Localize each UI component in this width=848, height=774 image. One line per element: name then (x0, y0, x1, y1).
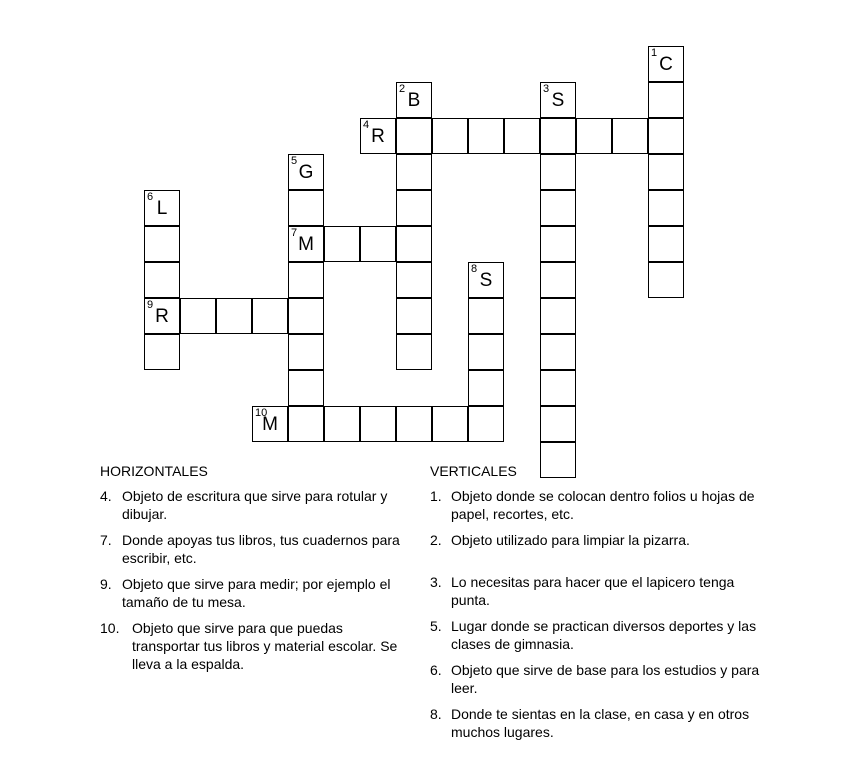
crossword-cell-start-6[interactable] (144, 190, 180, 226)
crossword-cell[interactable] (540, 406, 576, 442)
crossword-cell[interactable] (288, 298, 324, 334)
crossword-cell[interactable] (180, 298, 216, 334)
cell-letter: B (407, 90, 421, 111)
clue-v-2 (430, 531, 760, 549)
cell-number: 10 (255, 407, 268, 419)
crossword-cell[interactable] (144, 262, 180, 298)
crossword-cell-start-1[interactable] (648, 46, 684, 82)
clue-v-5 (430, 617, 760, 653)
clue-text: Donde apoyas tus libros, tus cuadernos para escribir, etc. (122, 532, 400, 566)
crossword-cell[interactable] (144, 226, 180, 262)
vertical-heading: VERTICALES (430, 463, 517, 479)
cell-number: 3 (543, 83, 550, 95)
crossword-cell[interactable] (648, 190, 684, 226)
crossword-cell[interactable] (648, 262, 684, 298)
crossword-cell[interactable] (540, 370, 576, 406)
cell-number: 8 (471, 263, 478, 275)
crossword-cell[interactable] (540, 298, 576, 334)
crossword-cell[interactable] (540, 118, 576, 154)
cell-number: 7 (291, 227, 298, 239)
cell-number: 5 (291, 155, 298, 167)
crossword-cell[interactable] (648, 226, 684, 262)
clue-number: 1. (430, 488, 442, 504)
clue-v-6 (430, 661, 760, 697)
cell-number: 1 (651, 47, 658, 59)
crossword-cell[interactable] (468, 118, 504, 154)
crossword-cell-start-2[interactable] (396, 82, 432, 118)
cell-number: 2 (399, 83, 406, 95)
crossword-cell-start-9[interactable] (144, 298, 180, 334)
crossword-cell[interactable] (396, 298, 432, 334)
crossword-cell-start-10[interactable] (252, 406, 288, 442)
crossword-cell[interactable] (288, 262, 324, 298)
clue-number: 4. (100, 488, 112, 504)
crossword-cell[interactable] (144, 334, 180, 370)
clue-text: Objeto que sirve para medir; por ejemplo el tamaño de tu mesa. (122, 576, 391, 610)
clue-number: 10. (100, 620, 120, 636)
crossword-cell-start-7[interactable] (288, 226, 324, 262)
cell-letter: S (551, 90, 565, 111)
cell-letter: S (479, 270, 493, 291)
crossword-cell-start-4[interactable] (360, 118, 396, 154)
clue-text: Donde te sientas en la clase, en casa y en otros muchos lugares. (451, 706, 750, 740)
crossword-cell[interactable] (396, 262, 432, 298)
cell-number: 6 (147, 191, 154, 203)
clue-text: Objeto utilizado para limpiar la pizarra. (451, 532, 690, 548)
clue-number: 6. (430, 662, 442, 678)
crossword-cell[interactable] (468, 298, 504, 334)
crossword-cell[interactable] (396, 154, 432, 190)
crossword-cell[interactable] (540, 226, 576, 262)
crossword-cell-start-3[interactable] (540, 82, 576, 118)
crossword-cell[interactable] (324, 406, 360, 442)
clue-number: 9. (100, 576, 112, 592)
crossword-cell[interactable] (288, 334, 324, 370)
clue-text: Objeto que sirve de base para los estudios y para leer. (451, 662, 760, 696)
cell-letter: G (298, 162, 314, 183)
clue-v-3 (430, 573, 760, 609)
cell-letter: M (298, 234, 314, 255)
cell-letter: M (262, 414, 278, 435)
crossword-cell[interactable] (540, 154, 576, 190)
crossword-cell[interactable] (288, 406, 324, 442)
horizontal-clues (100, 462, 400, 681)
crossword-cell[interactable] (648, 118, 684, 154)
crossword-cell[interactable] (252, 298, 288, 334)
clue-v-8 (430, 705, 760, 741)
cell-number: 9 (147, 299, 154, 311)
cell-letter: R (371, 126, 385, 147)
crossword-cell[interactable] (396, 118, 432, 154)
crossword-cell[interactable] (504, 118, 540, 154)
crossword-cell[interactable] (396, 190, 432, 226)
crossword-cell[interactable] (468, 370, 504, 406)
cell-number: 4 (363, 119, 370, 131)
crossword-cell[interactable] (468, 406, 504, 442)
clue-number: 3. (430, 574, 442, 590)
crossword-cell[interactable] (540, 190, 576, 226)
clue-v-1 (430, 487, 760, 523)
crossword-cell[interactable] (288, 370, 324, 406)
crossword-cell-start-8[interactable] (468, 262, 504, 298)
crossword-cell[interactable] (396, 226, 432, 262)
clue-text: Lo necesitas para hacer que el lapicero tenga punta. (451, 574, 735, 608)
cell-letter: R (155, 306, 169, 327)
horizontal-heading: HORIZONTALES (100, 463, 208, 479)
crossword-cell[interactable] (288, 190, 324, 226)
cell-letter: C (659, 54, 673, 75)
clue-text: Objeto donde se colocan dentro folios u hojas de papel, recortes, etc. (451, 488, 755, 522)
crossword-cell[interactable] (396, 334, 432, 370)
crossword-cell[interactable] (648, 82, 684, 118)
clue-text: Lugar donde se practican diversos deportes y las clases de gimnasia. (451, 618, 757, 652)
clue-h-9 (100, 575, 400, 611)
crossword-cell[interactable] (360, 406, 396, 442)
crossword-cell[interactable] (612, 118, 648, 154)
clue-h-10 (100, 619, 400, 673)
clue-text: Objeto que sirve para que puedas transportar tus libros y material escolar. Se lleva a la espalda. (132, 620, 398, 672)
crossword-cell[interactable] (396, 406, 432, 442)
crossword-cell[interactable] (216, 298, 252, 334)
crossword-cell[interactable] (468, 334, 504, 370)
clue-number: 2. (430, 532, 442, 548)
clue-number: 5. (430, 618, 442, 634)
vertical-clues (430, 462, 760, 749)
clue-h-4 (100, 487, 400, 523)
clue-number: 8. (430, 706, 442, 722)
clue-text: Objeto de escritura que sirve para rotular y dibujar. (122, 488, 388, 522)
crossword-cell[interactable] (432, 406, 468, 442)
crossword-cell[interactable] (540, 262, 576, 298)
crossword-cell[interactable] (324, 226, 360, 262)
crossword-cell[interactable] (576, 118, 612, 154)
cell-letter: L (156, 198, 168, 219)
clue-number: 7. (100, 532, 112, 548)
clue-h-7 (100, 531, 400, 567)
crossword-cell[interactable] (648, 154, 684, 190)
crossword-cell[interactable] (432, 118, 468, 154)
crossword-cell[interactable] (540, 334, 576, 370)
crossword-cell-start-5[interactable] (288, 154, 324, 190)
crossword-cell[interactable] (360, 226, 396, 262)
